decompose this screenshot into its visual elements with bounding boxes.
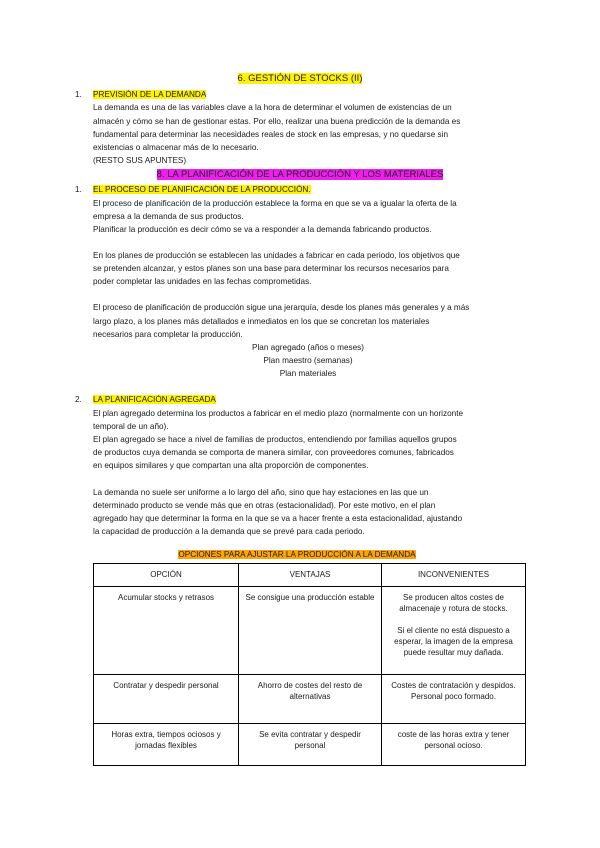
section2-line: El proceso de planificación de producción sigue una jerarquía, desde los planes más generales y a más: [93, 303, 470, 312]
drawbacks-cell: [382, 675, 526, 724]
section2-line: poder completar las unidades en las fechas comprometidas.: [93, 277, 312, 286]
doc-title2-wrap: [0, 169, 600, 180]
section3-line: El plan agregado determina los productos a fabricar en el medio plazo (normalmente con un horizonte: [93, 409, 464, 418]
section1-heading: PREVISIÓN DE LA DEMANDA: [93, 90, 207, 99]
table-header-cell: INCONVENIENTES: [382, 564, 526, 587]
section3-line: determinado producto se vende más que en otras (estacionalidad). Por este motivo, en el plan: [93, 501, 436, 510]
plan-hierarchy-item: Plan materiales: [279, 369, 337, 378]
option-cell: Contratar y despedir personal: [94, 675, 239, 724]
section1-line: almacén y cómo se han de gestionar estas. Por ello, realizar una buena predicción de la demanda es: [93, 117, 461, 126]
section3-heading: LA PLANIFICACIÓN AGREGADA: [93, 395, 216, 404]
plan-hierarchy-item: Plan maestro (semanas): [263, 356, 353, 365]
section3-line: en equipos similares y que compartan una alta proporción de componentes.: [93, 461, 369, 470]
drawbacks-cell: [382, 587, 526, 675]
options-table: [93, 563, 526, 766]
section2-line: se pretenden alcanzar, y estos planes son una base para determinar los recursos necesarios para: [93, 264, 449, 273]
section2-line: largo plazo, a los planes más detallados e inmediatos en los que se concretan los materiales: [93, 317, 430, 326]
section3-line: La demanda no suele ser uniforme a lo largo del año, sino que hay estaciones en las que un: [93, 488, 429, 497]
advantages-cell: Se evita contratar y despedir personal: [239, 724, 382, 766]
table-row: [94, 724, 526, 766]
advantages-cell: Se consigue una producción estable: [239, 587, 382, 675]
advantages-cell: Ahorro de costes del resto de alternativas: [239, 675, 382, 724]
option-cell: Acumular stocks y retrasos: [94, 587, 239, 675]
table-header-cell: OPCIÓN: [94, 564, 239, 587]
section2-line: necesarios para completar la producción.: [93, 330, 243, 339]
table-caption: OPCIONES PARA AJUSTAR LA PRODUCCIÓN A LA DEMANDA: [178, 550, 416, 559]
section2-heading-wrap: [93, 184, 311, 195]
drawback-text: Costes de contratación y despidos.: [391, 681, 516, 690]
doc-title2: 8. LA PLANIFICACIÓN DE LA PRODUCCIÓN Y LOS MATERIALES: [156, 169, 444, 180]
section2-line: Planificar la producción es decir cómo se va a responder a la demanda fabricando productos.: [93, 225, 432, 234]
section1-line: (RESTO SUS APUNTES): [93, 156, 187, 165]
drawback-text: Personal poco formado.: [411, 692, 496, 701]
section3-number: 2.: [75, 395, 82, 404]
drawbacks-cell: coste de las horas extra y tener personal ocioso.: [382, 724, 526, 766]
section2-heading: EL PROCESO DE PLANIFICACIÓN DE LA PRODUCCIÓN.: [93, 185, 311, 194]
section3-line: la capacidad de producción a la demanda que se prevé para cada periodo.: [93, 527, 365, 536]
section3-line: El plan agregado se hace a nivel de familias de productos, entendiendo por familias aquellos grupos: [93, 435, 457, 444]
table-header-cell: VENTAJAS: [239, 564, 382, 587]
section1-number: 1.: [75, 90, 82, 99]
section1-heading-wrap: [93, 89, 206, 100]
section2-number: 1.: [75, 185, 82, 194]
section1-line: existencias o almacenar más de lo necesario.: [93, 143, 259, 152]
table-header-row: [94, 564, 526, 587]
doc-title-wrap: [0, 73, 600, 84]
drawback-text: Si el cliente no está dispuesto a esperar, la imagen de la empresa puede resultar muy dañada.: [394, 626, 513, 657]
section3-line: temporal de un año).: [93, 422, 169, 431]
table-row: [94, 587, 526, 675]
section2-line: En los planes de producción se establecen las unidades a fabricar en cada periodo, los objetivos que: [93, 251, 460, 260]
section1-line: fundamental para determinar las necesidades reales de stock en las empresas, y no quedarse sin: [93, 130, 448, 139]
doc-title: 6. GESTIÓN DE STOCKS (II): [237, 73, 363, 84]
section2-line: El proceso de planificación de la producción establece la forma en que se va a igualar la oferta de la: [93, 199, 457, 208]
section3-heading-wrap: [93, 394, 216, 405]
section2-line: empresa a la demanda de sus productos.: [93, 212, 244, 221]
section3-line: de productos cuya demanda se comporta de manera similar, con proveedores comunes, fabricados: [93, 448, 454, 457]
option-cell: Horas extra, tiempos ociosos y jornadas flexibles: [94, 724, 239, 766]
section3-line: agregado hay que determinar la forma en la que se va a hacer frente a esta estacionalidad, ajustando: [93, 514, 463, 523]
table-row: [94, 675, 526, 724]
drawback-text: Se producen altos costes de almacenaje y rotura de stocks.: [399, 593, 508, 613]
table-caption-wrap: [0, 549, 597, 560]
plan-hierarchy-item: Plan agregado (años o meses): [252, 343, 364, 352]
section1-line: La demanda es una de las variables clave a la hora de determinar el volumen de existencias de un: [93, 103, 452, 112]
